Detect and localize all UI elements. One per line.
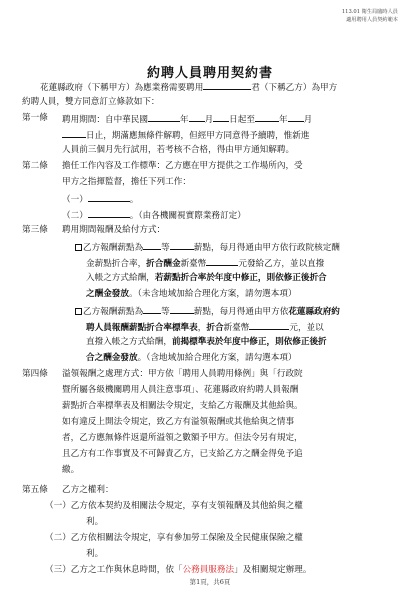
article-text: 新臺幣 [223,323,250,333]
article-2-label: 第二條 [22,161,48,171]
article-text: 薪點，每月得通由甲方依 [193,307,289,317]
start-month-blank[interactable] [189,112,205,122]
bold-text: 前揭標準表於年度中修正，則依修正後折 [171,337,327,347]
pay-option-2-line-2 [86,320,324,334]
article-2-item-1 [62,192,138,206]
pay-option-1-line-1 [75,240,340,254]
article-text: 元，並以 [289,323,324,333]
article-2-line-2: 甲方之指揮監督，擔任下列工作： [62,177,191,187]
article-text: 。（未含地域加給合理化方案，請勿選本項） [128,289,297,299]
article-text: 等 [161,243,170,253]
article-5-item-2-line-1: （二）乙方依相關法令規定，享有參加勞工保險及全民健康保險之權 [45,533,303,543]
article-2-line-1: 擔任工作內容及工作標準：乙方應在甲方提供之工作場所內，受 [62,161,303,171]
header-note [268,9,398,24]
article-4-line-1: 溢領報酬之處理方式：甲方依「聘用人員聘用條例」與「行政院 [62,369,303,379]
pay-option-2-line-1 [75,304,340,318]
grade-blank[interactable] [143,240,161,250]
article-text: 年 [179,115,189,125]
article-text: 薪點，每月得通由甲方依行政院核定酬 [193,243,340,253]
article-text: 。（含地域加給合理化方案，請勾選本項） [137,353,297,363]
article-4-line-7: 繳。 [62,465,80,475]
article-text: 元發給乙方，並以直撥 [238,259,325,269]
pay-option-1-line-3 [86,272,327,284]
article-4-line-5: 者，乙方應無條件返還所溢領之數額予甲方。但法令另有規定， [62,433,303,443]
article-1-line-3: 人員前三個月先行試用，若考核不合格，得由甲方通知解聘。 [62,145,295,155]
article-4-line-4: 如有違反上開法令規定，致乙方有溢領報酬或其他給與之情事 [62,417,295,427]
article-5-item-1-line-1: （一）乙方依本契約及相關法令規定，享有支領報酬及其他給與之權 [45,501,303,511]
bold-text: 折合酬金 [146,259,181,269]
header-note-line-2: 適用聘用人員契約範本 [346,16,398,23]
article-1-line-1 [62,112,312,126]
article-text: 聘用期間：自中華民國 [62,115,148,125]
article-1-line-2 [62,128,309,142]
article-text: 。（由各機關視實際業務訂定） [129,211,246,221]
article-4-line-6: 且乙方有工作事實及不可歸責乙方，已支給乙方之酬金得免予追 [62,449,303,459]
end-day-blank[interactable] [62,128,86,138]
article-3-label: 第三條 [22,225,48,235]
pay-option-1-line-4 [86,288,297,300]
points-blank[interactable] [170,240,194,250]
article-text: 直撥入帳之方式給酬， [86,337,172,347]
pay-option-2-line-4 [86,352,297,364]
article-5-item-3 [45,564,311,576]
article-text: 日起至 [229,115,255,125]
end-month-blank[interactable] [288,112,304,122]
job-duty-1-blank[interactable] [88,192,130,202]
document-title: 約聘人員聘用契約書 [146,66,273,81]
grade-blank[interactable] [143,304,161,314]
article-4-line-3: 薪點折合率標準表及相關法令規定，支給乙方報酬及其他給與。 [62,401,303,411]
article-5-line-1: 乙方之權利： [62,485,114,495]
page-footer: 第1頁，共6頁 [189,578,231,586]
bold-text: 花蓮縣政府約 [288,307,340,317]
start-day-blank[interactable] [213,112,229,122]
pay-option-1-line-2 [86,256,324,270]
article-text: 金薪點折合率， [86,259,147,269]
article-4-line-2: 暨所屬各級機關聘用人員注意事項」、花蓮縣政府約聘人員報酬 [62,385,299,395]
article-text: 等 [161,307,170,317]
article-5-item-1-line-2: 利。 [86,517,104,527]
article-text: ， [197,323,207,333]
intro-line-1 [40,80,337,94]
amount-blank[interactable] [206,256,238,266]
article-text: 月 [204,115,214,125]
pay-option-2-checkbox[interactable] [75,308,82,315]
article-4-label: 第四條 [22,369,48,379]
article-text: 日止，期滿應無條件解聘，但經甲方同意得予續聘，惟新進 [86,131,310,141]
intro-text: 花蓮縣政府（下稱甲方）為應業務需要聘用 [40,83,204,93]
item-number: （二） [62,211,88,221]
header-note-line-1: 113.01 衛生局臨時人員 [341,9,398,15]
article-text: 月 [303,115,313,125]
bold-text: 合之酬金發放 [86,353,138,363]
article-3-line-1: 聘用期間報酬及給付方式： [62,225,166,235]
amount-blank[interactable] [249,320,289,330]
job-duty-2-blank[interactable] [88,208,130,218]
employee-name-blank[interactable] [203,80,251,90]
points-blank[interactable] [170,304,194,314]
article-text: 。 [129,195,139,205]
pay-option-2-line-3 [86,336,327,348]
article-2-item-2 [62,208,246,222]
article-text: 新臺幣 [180,259,207,269]
article-5-label: 第五條 [22,485,48,495]
article-text: 乙方報酬薪點為 [83,243,144,253]
intro-line-2: 約聘人員，雙方同意訂立條款如下： [22,97,160,107]
bold-text: 折合 [206,323,224,333]
article-text: 乙方報酬薪點為 [83,307,144,317]
article-text: 」及相關規定辦理。 [234,565,312,575]
article-text: 入帳之方式給酬， [86,273,155,283]
item-number: （一） [62,195,88,205]
article-5-item-2-line-2: 利。 [86,549,104,559]
bold-text: 聘人員報酬薪點折合率標準表 [86,323,198,333]
article-text: （三）乙方之工作與休息時間，依「 [45,565,183,575]
highlighted-law-name: 公務員服務法 [182,565,235,575]
pay-option-1-checkbox[interactable] [75,244,82,251]
start-year-blank[interactable] [148,112,180,122]
article-text: 年 [278,115,288,125]
end-year-blank[interactable] [255,112,279,122]
bold-text: 之酬金發放 [86,289,129,299]
article-1-label: 第一條 [22,113,48,123]
bold-text: 若薪點折合率於年度中修正，則依修正後折合 [154,273,327,283]
intro-text: 君（下稱乙方）為甲方 [251,83,338,93]
